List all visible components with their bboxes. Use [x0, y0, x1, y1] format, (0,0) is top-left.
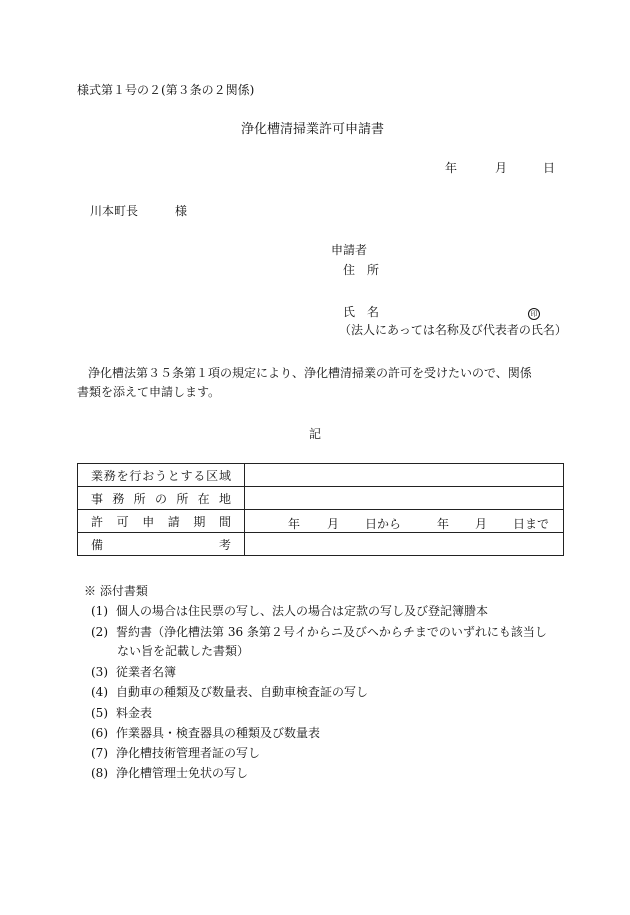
- period-to-month: 月: [475, 517, 488, 531]
- item-number: (7): [91, 746, 108, 760]
- item-number: (1): [91, 604, 108, 618]
- item-number: (6): [91, 726, 108, 740]
- item-text: 従業者名簿: [116, 665, 177, 679]
- table-row: [78, 464, 564, 487]
- date-month-label: 月: [495, 161, 508, 175]
- table-row: [78, 510, 564, 533]
- list-item: [91, 727, 320, 739]
- table-label-cell: [78, 510, 245, 533]
- item-number: (3): [91, 665, 108, 679]
- applicant-heading: 申請者: [331, 243, 368, 257]
- body-text-line-1: 浄化槽法第３５条第１項の規定により、浄化槽清掃業の許可を受けたいので、関係: [88, 366, 532, 380]
- application-table: [77, 463, 564, 556]
- addressee-honorific: 様: [175, 204, 188, 218]
- period-from-year: 年: [288, 517, 301, 531]
- period-to-year: 年: [437, 517, 450, 531]
- period-from-day: 日から: [365, 517, 402, 531]
- office-location-field[interactable]: [245, 487, 564, 510]
- list-item: [91, 747, 260, 759]
- list-item: [91, 686, 368, 698]
- table-label-cell: [78, 464, 245, 487]
- form-code: 様式第１号の２(第３条の２関係): [77, 83, 255, 97]
- seal-mark: [528, 306, 540, 320]
- list-item: [91, 666, 176, 678]
- applicant-note: （法人にあっては名称及び代表者の氏名）: [339, 323, 567, 337]
- ki-heading: 記: [309, 427, 322, 441]
- area-field[interactable]: [245, 464, 564, 487]
- period-values: [245, 510, 563, 532]
- list-item: [91, 626, 547, 638]
- row-label-period: 許可申請期間: [91, 514, 231, 529]
- table-label-cell: [78, 487, 245, 510]
- item-text: 浄化槽管理士免状の写し: [116, 766, 249, 780]
- item-number: (4): [91, 685, 108, 699]
- period-field[interactable]: [245, 510, 564, 533]
- table-label-cell: [78, 533, 245, 556]
- list-item: [91, 767, 248, 779]
- list-item: [91, 605, 488, 617]
- item-text: 料金表: [116, 706, 153, 720]
- date-year-label: 年: [445, 161, 458, 175]
- document-title: 浄化槽清掃業許可申請書: [241, 122, 385, 137]
- item-number: (8): [91, 766, 108, 780]
- item-text: 浄化槽技術管理者証の写し: [116, 746, 261, 760]
- table-row: [78, 487, 564, 510]
- item-number: (2): [91, 625, 108, 639]
- row-label-area: 業務を行おうとする区域: [91, 468, 231, 483]
- row-label-office: 事務所の所在地: [91, 491, 231, 506]
- item-number: (5): [91, 706, 108, 720]
- period-from-month: 月: [327, 517, 340, 531]
- remarks-field[interactable]: [245, 533, 564, 556]
- applicant-name-label: 氏 名: [343, 305, 380, 319]
- addressee-name: 川本町長: [90, 204, 139, 218]
- seal-icon: 印: [528, 308, 540, 320]
- item-text: 誓約書（浄化槽法第 36 条第２号イからニ及びヘからチまでのいずれにも該当し: [116, 625, 547, 639]
- attachments-heading: ※ 添付書類: [84, 584, 148, 598]
- date-day-label: 日: [543, 161, 556, 175]
- item-text: 作業器具・検査器具の種類及び数量表: [116, 726, 321, 740]
- body-text-line-2: 書類を添えて申請します。: [77, 385, 221, 399]
- row-label-remarks: 備考: [91, 537, 231, 552]
- applicant-address-label: 住 所: [343, 263, 380, 277]
- list-item-continuation: ない旨を記載した書類）: [117, 644, 250, 658]
- list-item: [91, 707, 152, 719]
- table-row: [78, 533, 564, 556]
- item-text: 自動車の種類及び数量表、自動車検査証の写し: [116, 685, 369, 699]
- period-to-day: 日まで: [513, 517, 550, 531]
- item-text: 個人の場合は住民票の写し、法人の場合は定款の写し及び登記簿謄本: [116, 604, 489, 618]
